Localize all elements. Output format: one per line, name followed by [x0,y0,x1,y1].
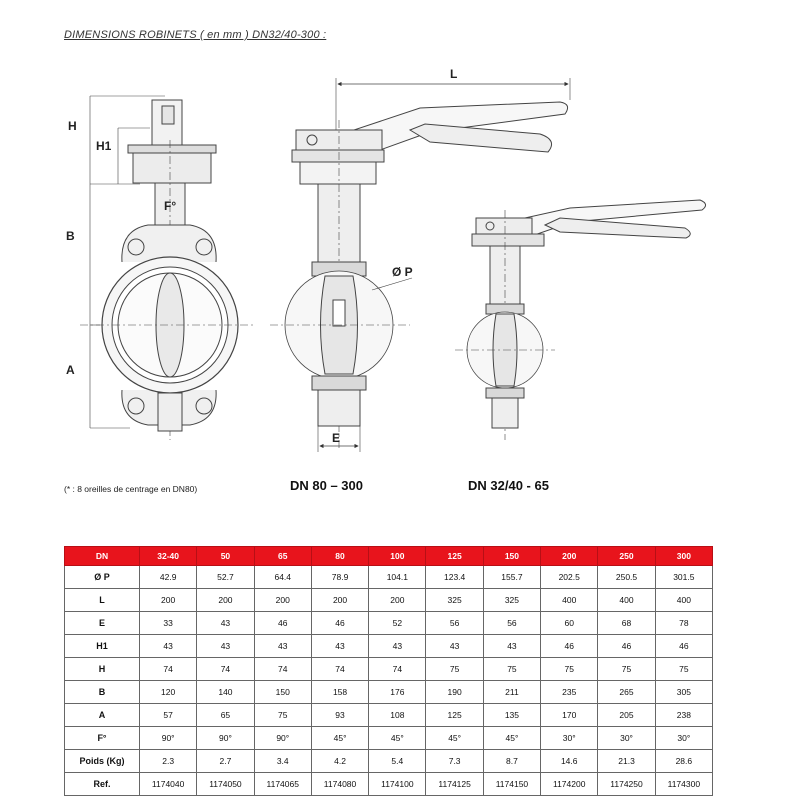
table-header-cell: 200 [541,547,598,566]
caption-small-range: DN 32/40 - 65 [468,478,549,493]
table-header-cell: 80 [311,547,368,566]
table-cell: 64.4 [254,566,311,589]
table-header-cell: 65 [254,547,311,566]
table-cell: 93 [311,704,368,727]
table-cell: 150 [254,681,311,704]
label-F: F° [164,199,177,213]
label-A: A [66,363,75,377]
table-cell: 265 [598,681,655,704]
label-L: L [450,67,458,81]
table-cell: 21.3 [598,750,655,773]
table-row [65,612,713,635]
table-cell: 135 [483,704,540,727]
label-E: E [332,431,341,445]
row-label: H1 [65,635,140,658]
table-cell: 43 [254,635,311,658]
table-cell: 211 [483,681,540,704]
table-cell: 75 [598,658,655,681]
dimensions-table [64,546,713,796]
table-cell: 43 [140,635,197,658]
caption-note: (* : 8 oreilles de centrage en DN80) [64,484,198,494]
table-cell: 43 [483,635,540,658]
table-cell: 1174040 [140,773,197,796]
table-cell: 57 [140,704,197,727]
table-cell: 205 [598,704,655,727]
label-B: B [66,229,75,243]
label-H: H [68,119,77,133]
table-row [65,750,713,773]
row-label: Ø P [65,566,140,589]
table-cell: 238 [655,704,712,727]
table-row [65,704,713,727]
side-view-dn32-65 [455,200,706,440]
table-cell: 65 [197,704,254,727]
table-cell: 68 [598,612,655,635]
table-cell: 46 [311,612,368,635]
table-cell: 30° [655,727,712,750]
table-cell: 78 [655,612,712,635]
table-cell: 170 [541,704,598,727]
table-cell: 176 [369,681,426,704]
table-cell: 158 [311,681,368,704]
table-cell: 305 [655,681,712,704]
table-cell: 120 [140,681,197,704]
table-cell: 52.7 [197,566,254,589]
table-row [65,566,713,589]
table-cell: 46 [541,635,598,658]
table-cell: 90° [140,727,197,750]
table-cell: 56 [483,612,540,635]
row-label: H [65,658,140,681]
table-header-cell: 125 [426,547,483,566]
table-cell: 45° [483,727,540,750]
table-cell: 60 [541,612,598,635]
table-cell: 200 [254,589,311,612]
row-label: Poids (Kg) [65,750,140,773]
table-cell: 123.4 [426,566,483,589]
table-cell: 46 [598,635,655,658]
side-view-dn80-300 [270,78,570,452]
table-cell: 90° [197,727,254,750]
table-row [65,658,713,681]
table-header-cell: 50 [197,547,254,566]
table-cell: 46 [254,612,311,635]
table-cell: 200 [197,589,254,612]
table-cell: 43 [197,635,254,658]
table-cell: 46 [655,635,712,658]
page-title: DIMENSIONS ROBINETS ( en mm ) DN32/40-300 : [64,29,327,41]
table-cell: 155.7 [483,566,540,589]
table-cell: 90° [254,727,311,750]
table-cell: 1174300 [655,773,712,796]
table-cell: 400 [541,589,598,612]
table-cell: 108 [369,704,426,727]
table-row [65,681,713,704]
table-cell: 104.1 [369,566,426,589]
table-cell: 75 [426,658,483,681]
row-label: F° [65,727,140,750]
row-label: E [65,612,140,635]
table-cell: 125 [426,704,483,727]
table-cell: 52 [369,612,426,635]
row-label: L [65,589,140,612]
table-cell: 2.7 [197,750,254,773]
table-cell: 43 [197,612,254,635]
table-cell: 200 [311,589,368,612]
table-cell: 5.4 [369,750,426,773]
table-cell: 30° [598,727,655,750]
table-header-cell: 300 [655,547,712,566]
table-cell: 1174100 [369,773,426,796]
table-cell: 30° [541,727,598,750]
table-cell: 74 [254,658,311,681]
table-cell: 1174150 [483,773,540,796]
table-header-row [65,547,713,566]
table-cell: 75 [483,658,540,681]
table-cell: 1174065 [254,773,311,796]
table-cell: 325 [483,589,540,612]
row-label: Ref. [65,773,140,796]
table-cell: 301.5 [655,566,712,589]
table-cell: 2.3 [140,750,197,773]
table-cell: 75 [541,658,598,681]
table-cell: 75 [254,704,311,727]
table-header-cell: 250 [598,547,655,566]
table-header-cell: DN [65,547,140,566]
table-cell: 74 [369,658,426,681]
table-cell: 325 [426,589,483,612]
table-body [65,566,713,796]
table-cell: 1174125 [426,773,483,796]
table-cell: 190 [426,681,483,704]
table-cell: 250.5 [598,566,655,589]
table-cell: 45° [311,727,368,750]
table-cell: 1174250 [598,773,655,796]
table-cell: 42.9 [140,566,197,589]
table-cell: 28.6 [655,750,712,773]
table-cell: 1174200 [541,773,598,796]
table-cell: 1174080 [311,773,368,796]
table-cell: 400 [598,589,655,612]
table-cell: 7.3 [426,750,483,773]
table-cell: 33 [140,612,197,635]
table-cell: 43 [426,635,483,658]
table-row [65,727,713,750]
table-cell: 14.6 [541,750,598,773]
table-cell: 43 [311,635,368,658]
table-cell: 45° [369,727,426,750]
table-cell: 74 [197,658,254,681]
table-row [65,635,713,658]
table-cell: 1174050 [197,773,254,796]
table-cell: 3.4 [254,750,311,773]
table-header-cell: 32-40 [140,547,197,566]
caption-large-range: DN 80 – 300 [290,478,363,493]
table-cell: 235 [541,681,598,704]
label-P: Ø P [392,265,413,279]
table-header-cell: 150 [483,547,540,566]
table-header-cell: 100 [369,547,426,566]
table-cell: 4.2 [311,750,368,773]
row-label: B [65,681,140,704]
table-cell: 45° [426,727,483,750]
table-cell: 200 [369,589,426,612]
table-cell: 202.5 [541,566,598,589]
table-cell: 200 [140,589,197,612]
table-cell: 43 [369,635,426,658]
table-cell: 74 [140,658,197,681]
table-cell: 56 [426,612,483,635]
table-cell: 78.9 [311,566,368,589]
table-cell: 75 [655,658,712,681]
table-cell: 400 [655,589,712,612]
label-H1: H1 [96,139,112,153]
row-label: A [65,704,140,727]
table-row [65,773,713,796]
table-cell: 8.7 [483,750,540,773]
table-row [65,589,713,612]
table-cell: 74 [311,658,368,681]
table-cell: 140 [197,681,254,704]
